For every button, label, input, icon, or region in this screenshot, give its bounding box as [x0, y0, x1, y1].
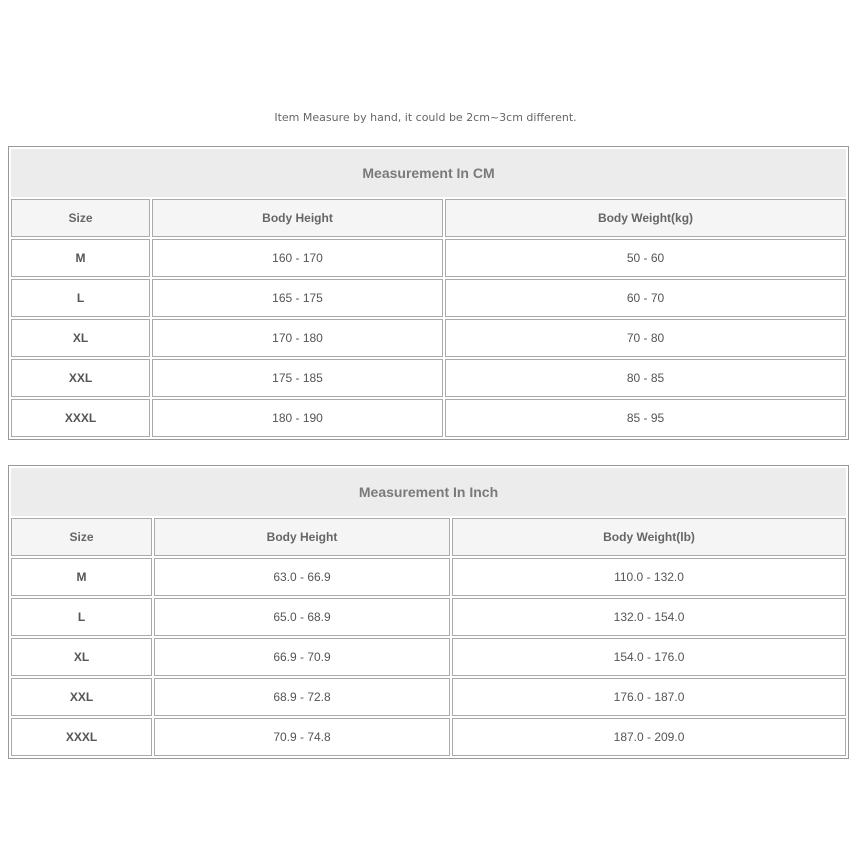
table-title: Measurement In Inch [11, 468, 846, 516]
header-size: Size [11, 518, 152, 556]
header-body-weight: Body Weight(kg) [445, 199, 846, 237]
cell-body-weight: 154.0 - 176.0 [452, 638, 846, 676]
cell-size: XXL [11, 359, 150, 397]
cell-body-height: 68.9 - 72.8 [154, 678, 450, 716]
header-row [11, 199, 846, 237]
measurement-note: Item Measure by hand, it could be 2cm~3cm different. [274, 111, 577, 124]
header-row [11, 518, 846, 556]
cell-body-height: 175 - 185 [152, 359, 443, 397]
table-row [11, 598, 846, 636]
cell-body-height: 63.0 - 66.9 [154, 558, 450, 596]
size-table-inch [8, 465, 849, 759]
cell-body-height: 165 - 175 [152, 279, 443, 317]
cell-size: XXXL [11, 718, 152, 756]
cell-body-height: 66.9 - 70.9 [154, 638, 450, 676]
table-title: Measurement In CM [11, 149, 846, 197]
cell-body-weight: 70 - 80 [445, 319, 846, 357]
table-row [11, 319, 846, 357]
table-row [11, 359, 846, 397]
cell-body-weight: 85 - 95 [445, 399, 846, 437]
cell-body-weight: 187.0 - 209.0 [452, 718, 846, 756]
cell-size: XXL [11, 678, 152, 716]
table-row [11, 399, 846, 437]
header-body-weight: Body Weight(lb) [452, 518, 846, 556]
cell-body-height: 65.0 - 68.9 [154, 598, 450, 636]
header-body-height: Body Height [152, 199, 443, 237]
cell-body-weight: 60 - 70 [445, 279, 846, 317]
cell-size: L [11, 598, 152, 636]
cell-body-weight: 80 - 85 [445, 359, 846, 397]
table-row [11, 638, 846, 676]
header-body-height: Body Height [154, 518, 450, 556]
cell-size: XL [11, 638, 152, 676]
cell-body-height: 160 - 170 [152, 239, 443, 277]
header-size: Size [11, 199, 150, 237]
cell-size: M [11, 558, 152, 596]
table-row [11, 558, 846, 596]
size-table-cm [8, 146, 849, 440]
table-row [11, 279, 846, 317]
cell-size: L [11, 279, 150, 317]
cell-body-weight: 132.0 - 154.0 [452, 598, 846, 636]
cell-body-weight: 176.0 - 187.0 [452, 678, 846, 716]
cell-body-height: 180 - 190 [152, 399, 443, 437]
cell-size: XXXL [11, 399, 150, 437]
cell-body-height: 70.9 - 74.8 [154, 718, 450, 756]
table-row [11, 239, 846, 277]
cell-body-weight: 110.0 - 132.0 [452, 558, 846, 596]
cell-size: M [11, 239, 150, 277]
table-row [11, 718, 846, 756]
cell-size: XL [11, 319, 150, 357]
cell-body-weight: 50 - 60 [445, 239, 846, 277]
table-row [11, 678, 846, 716]
cell-body-height: 170 - 180 [152, 319, 443, 357]
